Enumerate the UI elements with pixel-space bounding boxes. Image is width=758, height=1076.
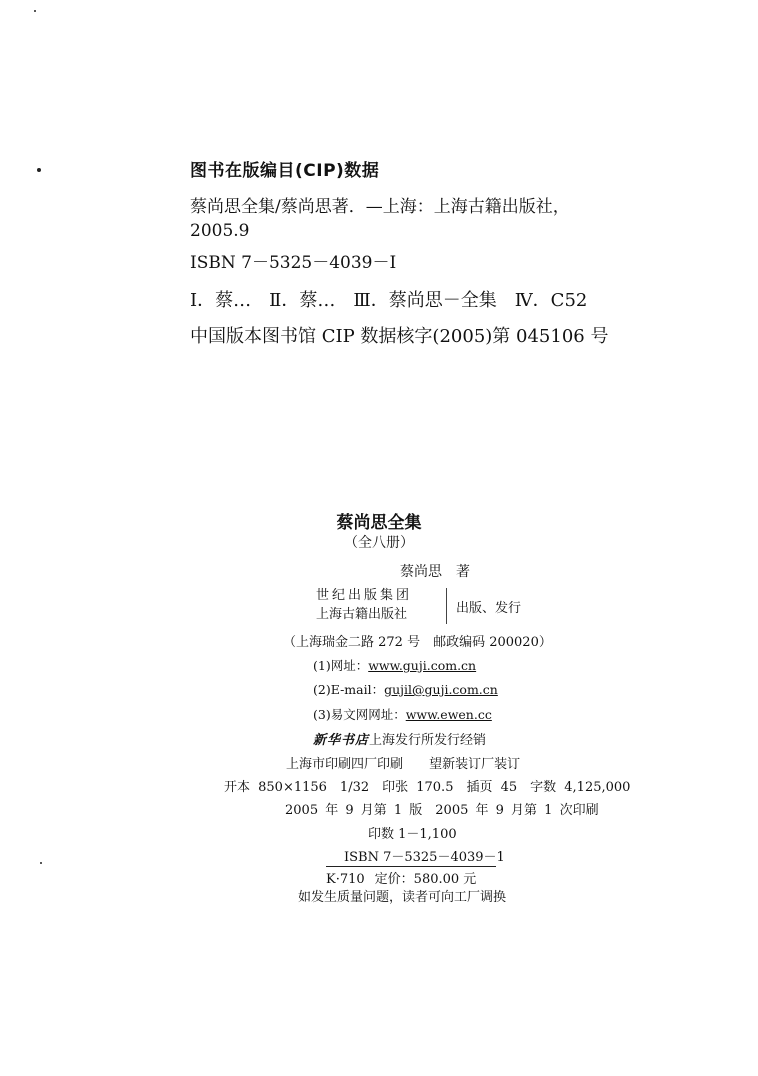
website-line — [313, 656, 476, 674]
isbn-number: ISBN 7－5325－4039－1 — [344, 850, 505, 865]
cip-heading: 图书在版编目(CIP)数据 — [190, 161, 380, 181]
ewen-link[interactable]: www.ewen.cc — [405, 707, 492, 722]
scan-speck — [40, 862, 42, 864]
publisher-names — [316, 586, 412, 624]
website-link[interactable]: www.guji.com.cn — [368, 658, 477, 673]
print-run: 印数 1－1,100 — [368, 827, 457, 842]
book-title: 蔡尚思全集 — [336, 513, 422, 533]
isbn-divider — [326, 866, 496, 867]
email-label: (2)E-mail： — [313, 682, 385, 697]
author-line: 蔡尚思 著 — [400, 564, 470, 580]
publisher-house: 上海古籍出版社 — [316, 607, 408, 622]
classification-code: K·710 — [326, 872, 365, 887]
ewen-label: (3)易文网网址： — [313, 707, 406, 722]
cip-title-line: 蔡尚思全集/蔡尚思著．—上海：上海古籍出版社， — [190, 197, 570, 217]
scan-speck — [37, 168, 41, 172]
cip-record-number: 中国版本图书馆 CIP 数据核字(2005)第 045106 号 — [190, 326, 609, 347]
volume-note: （全八册） — [344, 535, 414, 551]
publisher-address: （上海瑞金二路 272 号 邮政编码 200020） — [283, 635, 552, 650]
price: 定价：580.00 元 — [374, 872, 477, 887]
distributor-line — [313, 729, 486, 748]
distributor-text: 上海发行所发行经销 — [369, 733, 487, 748]
website-label: (1)网址： — [313, 658, 369, 673]
ewen-line — [313, 705, 492, 723]
edition-line: 2005 年 9 月第 1 版 2005 年 9 月第 1 次印刷 — [285, 803, 599, 818]
cip-subject-line: Ⅰ．蔡… Ⅱ．蔡… Ⅲ．蔡尚思－全集 Ⅳ．C52 — [190, 290, 588, 311]
email-line — [313, 680, 498, 698]
cip-date-line: 2005.9 — [190, 221, 250, 241]
email-link[interactable]: gujil@guji.com.cn — [384, 682, 498, 697]
quality-notice: 如发生质量问题，读者可向工厂调换 — [298, 890, 507, 905]
isbn-price-block — [326, 846, 505, 887]
publisher-group: 世纪出版集团 — [316, 588, 413, 603]
publisher-action: 出版、发行 — [456, 601, 522, 616]
price-row — [326, 868, 505, 887]
publisher-bracket — [446, 588, 453, 624]
xinhua-bookstore-logo: 新华书店 — [313, 733, 370, 748]
cip-isbn-line: ISBN 7－5325－4039－I — [190, 253, 397, 273]
scan-speck — [34, 10, 36, 12]
printer-line: 上海市印刷四厂印刷 望新装订厂装订 — [286, 757, 521, 772]
format-specs: 开本 850×1156 1/32 印张 170.5 插页 45 字数 4,125,000 — [224, 780, 631, 795]
